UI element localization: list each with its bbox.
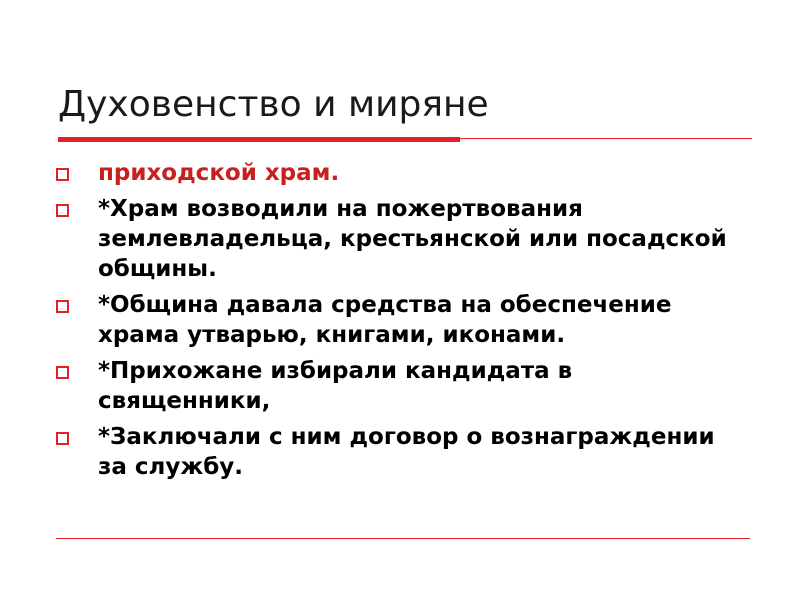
hollow-square-icon [56, 366, 69, 379]
list-item [50, 194, 750, 284]
hollow-square-icon [56, 300, 69, 313]
hollow-square-icon [56, 168, 69, 181]
bullet-list [50, 158, 750, 488]
title-underline-extension [460, 138, 752, 139]
slide-title: Духовенство и миряне [58, 84, 489, 125]
list-item-text: *Храм возводили на пожертвования землевладельца, крестьянской или посадской общины. [98, 196, 727, 282]
list-item [50, 158, 750, 188]
list-item-text: приходской храм. [98, 160, 340, 186]
hollow-square-icon [56, 432, 69, 445]
list-item-text: *Община давала средства на обеспечение храма утварью, книгами, иконами. [98, 292, 672, 348]
list-item [50, 422, 750, 482]
list-item-text: *Прихожане избирали кандидата в священники, [98, 358, 573, 414]
footer-divider [56, 538, 750, 539]
list-item-text: *Заключали с ним договор о вознаграждении за службу. [98, 424, 715, 480]
hollow-square-icon [56, 204, 69, 217]
title-underline [58, 137, 460, 142]
list-item [50, 356, 750, 416]
list-item [50, 290, 750, 350]
